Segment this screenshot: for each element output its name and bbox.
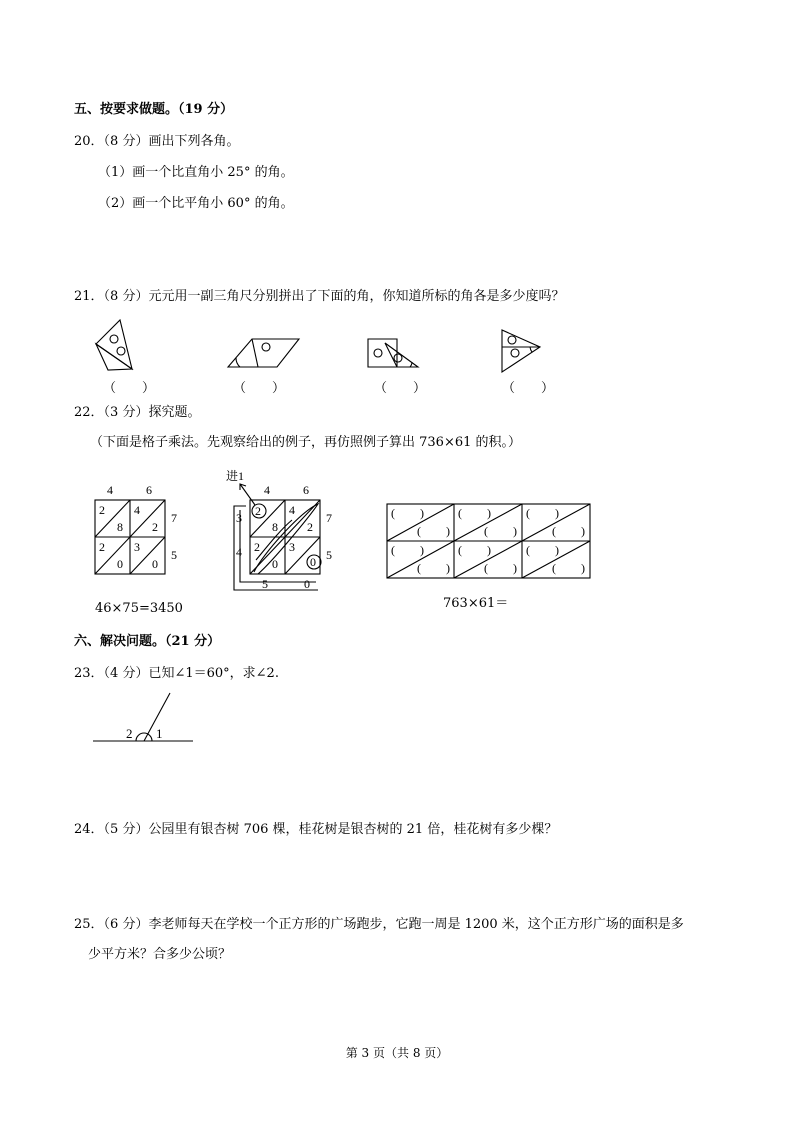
q21-answer-blank-1[interactable]: （ ） xyxy=(103,381,156,396)
q25-stem-continued: 少平方米？合多少公顷？ xyxy=(88,947,232,962)
ex1-right-digit-1: 7 xyxy=(171,511,177,525)
ex1-cell-lower-3: 0 xyxy=(117,557,123,571)
q20-sub1: （1）画一个比直角小 25° 的角。 xyxy=(98,165,294,180)
lattice-paren: ( xyxy=(458,543,462,557)
ex1-cell-lower-2: 2 xyxy=(152,520,158,534)
ex2-cell-upper-4: 3 xyxy=(289,540,295,554)
lattice-paren: ) xyxy=(420,506,424,520)
q22-stem: 22．（3 分）探究题。 xyxy=(74,405,201,420)
q25-stem: 25．（6 分）李老师每天在学校一个正方形的广场跑步，它跑一周是 1200 米，这个正方形广场的面积是多 xyxy=(74,917,684,932)
ex1-cell-lower-4: 0 xyxy=(152,557,158,571)
ex2-cell-upper-1: 2 xyxy=(255,504,261,518)
lattice-paren: ( xyxy=(417,524,421,538)
ex2-top-digit-1: 4 xyxy=(264,483,270,497)
ex2-right-digit-2: 5 xyxy=(326,548,332,562)
lattice-paren: ( xyxy=(484,561,488,575)
lattice-paren: ( xyxy=(552,561,556,575)
ex1-right-digit-2: 5 xyxy=(171,548,177,562)
lattice-paren: ) xyxy=(555,506,559,520)
lattice-paren: ) xyxy=(513,561,517,575)
q22-note: （下面是格子乘法。先观察给出的例子，再仿照例子算出 736×61 的积。） xyxy=(90,435,522,450)
lattice-paren: ( xyxy=(417,561,421,575)
q21-answer-blank-2[interactable]: （ ） xyxy=(233,381,286,396)
lattice-paren: ) xyxy=(513,524,517,538)
ex1-cell-lower-1: 8 xyxy=(117,520,123,534)
lattice-paren: ( xyxy=(526,543,530,557)
page-footer: 第 3 页（共 8 页） xyxy=(345,1046,449,1060)
lattice-paren: ) xyxy=(487,506,491,520)
ex2-top-digit-2: 6 xyxy=(303,483,309,497)
ex1-cell-upper-4: 3 xyxy=(134,540,140,554)
q21-answer-blank-3[interactable]: （ ） xyxy=(374,381,427,396)
ex2-cell-upper-2: 4 xyxy=(289,503,295,517)
ex1-top-digit-1: 4 xyxy=(107,483,113,497)
ex2-carry-label: 进1 xyxy=(226,469,245,483)
q22-answer-equation: 763×61＝ xyxy=(443,596,509,611)
lattice-paren: ( xyxy=(391,543,395,557)
ex1-cell-upper-3: 2 xyxy=(99,540,105,554)
lattice-paren: ) xyxy=(555,543,559,557)
ex1-top-digit-2: 6 xyxy=(146,483,152,497)
ex2-cell-lower-2: 2 xyxy=(307,520,313,534)
lattice-paren: ) xyxy=(420,543,424,557)
q20-stem: 20．（8 分）画出下列各角。 xyxy=(74,134,240,149)
lattice-paren: ) xyxy=(446,524,450,538)
lattice-paren: ) xyxy=(487,543,491,557)
ex2-bottom-digit-2: 0 xyxy=(304,577,310,591)
ex1-cell-upper-2: 4 xyxy=(134,503,140,517)
ex2-cell-lower-1: 8 xyxy=(272,520,278,534)
lattice-paren: ) xyxy=(581,524,585,538)
q24-stem: 24．（5 分）公园里有银杏树 706 棵，桂花树是银杏树的 21 倍，桂花树有多少棵？ xyxy=(74,822,558,837)
ex2-right-digit-1: 7 xyxy=(326,511,332,525)
section-5-title: 五、按要求做题。（19 分） xyxy=(74,102,234,117)
ex2-left-digit-2: 4 xyxy=(236,545,242,559)
lattice-paren: ) xyxy=(581,561,585,575)
lattice-paren: ( xyxy=(391,506,395,520)
section-6-title: 六、解决问题。（21 分） xyxy=(74,634,221,649)
q23-stem: 23．（4 分）已知∠1＝60°，求∠2. xyxy=(74,666,279,681)
q21-stem: 21．（8 分）元元用一副三角尺分别拼出了下面的角，你知道所标的角各是多少度吗？ xyxy=(74,289,565,304)
ex2-cell-lower-4: 0 xyxy=(310,555,316,569)
ex2-cell-upper-3: 2 xyxy=(254,540,260,554)
lattice-paren: ( xyxy=(458,506,462,520)
ex1-cell-upper-1: 2 xyxy=(99,503,105,517)
q22-example-1-equation: 46×75=3450 xyxy=(95,601,183,616)
lattice-paren: ( xyxy=(552,524,556,538)
q23-angle-1-label: 1 xyxy=(156,726,163,741)
lattice-paren: ( xyxy=(484,524,488,538)
ex2-left-digit-1: 3 xyxy=(236,511,242,525)
q23-angle-2-label: 2 xyxy=(126,726,133,741)
lattice-paren: ) xyxy=(446,561,450,575)
ex2-cell-lower-3: 0 xyxy=(272,557,278,571)
lattice-paren: ( xyxy=(526,506,530,520)
q21-answer-blank-4[interactable]: （ ） xyxy=(502,381,555,396)
q20-sub2: （2）画一个比平角小 60° 的角。 xyxy=(98,196,294,211)
ex2-bottom-digit-1: 5 xyxy=(262,577,268,591)
